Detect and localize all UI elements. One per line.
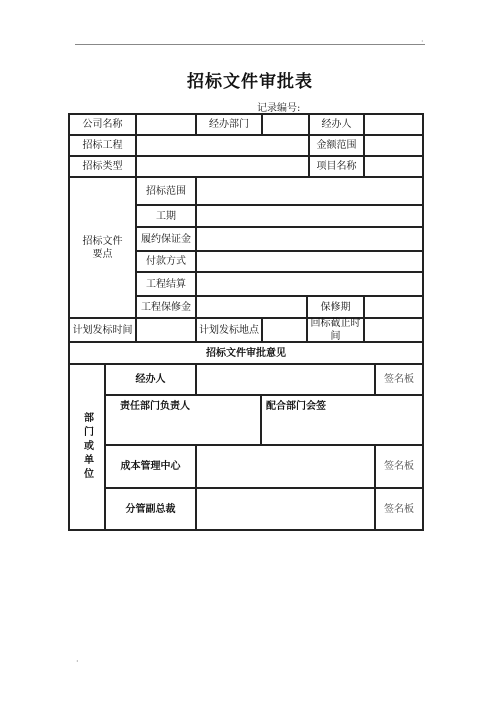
sign-board-3[interactable]: 签名板 xyxy=(375,488,423,530)
field-handler[interactable] xyxy=(364,114,423,135)
label-payment: 付款方式 xyxy=(136,251,196,272)
label-project: 招标工程 xyxy=(69,135,136,156)
label-op-handler: 经办人 xyxy=(105,364,196,395)
label-coop-dept: 配合部门会签 xyxy=(261,395,423,445)
field-amount-range[interactable] xyxy=(364,135,423,156)
label-plan-issue-time: 计划发标时间 xyxy=(69,318,136,342)
field-project[interactable] xyxy=(136,135,309,156)
label-cost-center: 成本管理中心 xyxy=(105,445,196,488)
header-rule xyxy=(75,44,425,45)
label-period: 工期 xyxy=(136,205,196,227)
field-return-deadline[interactable] xyxy=(364,318,423,342)
label-key-points: 招标文件 要点 xyxy=(69,177,136,318)
dept-unit-text: 部门或单位 xyxy=(81,412,93,482)
label-performance-bond: 履约保证金 xyxy=(136,227,196,251)
field-period[interactable] xyxy=(196,205,423,227)
label-company-name: 公司名称 xyxy=(69,114,136,135)
field-company-name[interactable] xyxy=(136,114,196,135)
field-cost-center[interactable] xyxy=(196,445,375,488)
field-settlement[interactable] xyxy=(196,272,423,296)
label-settlement: 工程结算 xyxy=(136,272,196,296)
field-performance-bond[interactable] xyxy=(196,227,423,251)
field-warranty-fund[interactable] xyxy=(196,296,307,318)
label-scope: 招标范围 xyxy=(136,177,196,205)
field-op-handler[interactable] xyxy=(196,364,375,395)
label-return-deadline: 回标截止时间 xyxy=(307,318,364,342)
field-handler-dept[interactable] xyxy=(262,114,309,135)
label-warranty-fund: 工程保修金 xyxy=(136,296,196,318)
field-warranty-period[interactable] xyxy=(364,296,423,318)
field-bid-type[interactable] xyxy=(136,156,309,177)
label-vice-president: 分管副总裁 xyxy=(105,488,196,530)
record-number-label: 记录编号: xyxy=(257,103,301,114)
approval-table xyxy=(68,113,424,531)
label-handler: 经办人 xyxy=(309,114,364,135)
sign-board-2[interactable]: 签名板 xyxy=(375,445,423,488)
label-dept-head: 责任部门负责人 xyxy=(105,395,261,445)
label-amount-range: 金额范围 xyxy=(309,135,364,156)
field-item-name[interactable] xyxy=(364,156,423,177)
label-plan-issue-place: 计划发标地点 xyxy=(196,318,262,342)
field-vice-president[interactable] xyxy=(196,488,375,530)
label-handler-dept: 经办部门 xyxy=(196,114,262,135)
sign-board-1[interactable]: 签名板 xyxy=(375,364,423,395)
label-warranty-period: 保修期 xyxy=(307,296,364,318)
corner-mark: · xyxy=(421,37,424,46)
label-dept-unit xyxy=(69,364,105,530)
label-item-name: 项目名称 xyxy=(309,156,364,177)
label-bid-type: 招标类型 xyxy=(69,156,136,177)
opinion-header: 招标文件审批意见 xyxy=(69,342,423,364)
page-title: 招标文件审批表 xyxy=(187,72,313,92)
field-scope[interactable] xyxy=(196,177,423,205)
field-plan-issue-time[interactable] xyxy=(136,318,196,342)
footer-mark: · xyxy=(76,657,79,666)
field-payment[interactable] xyxy=(196,251,423,272)
field-plan-issue-place[interactable] xyxy=(262,318,307,342)
